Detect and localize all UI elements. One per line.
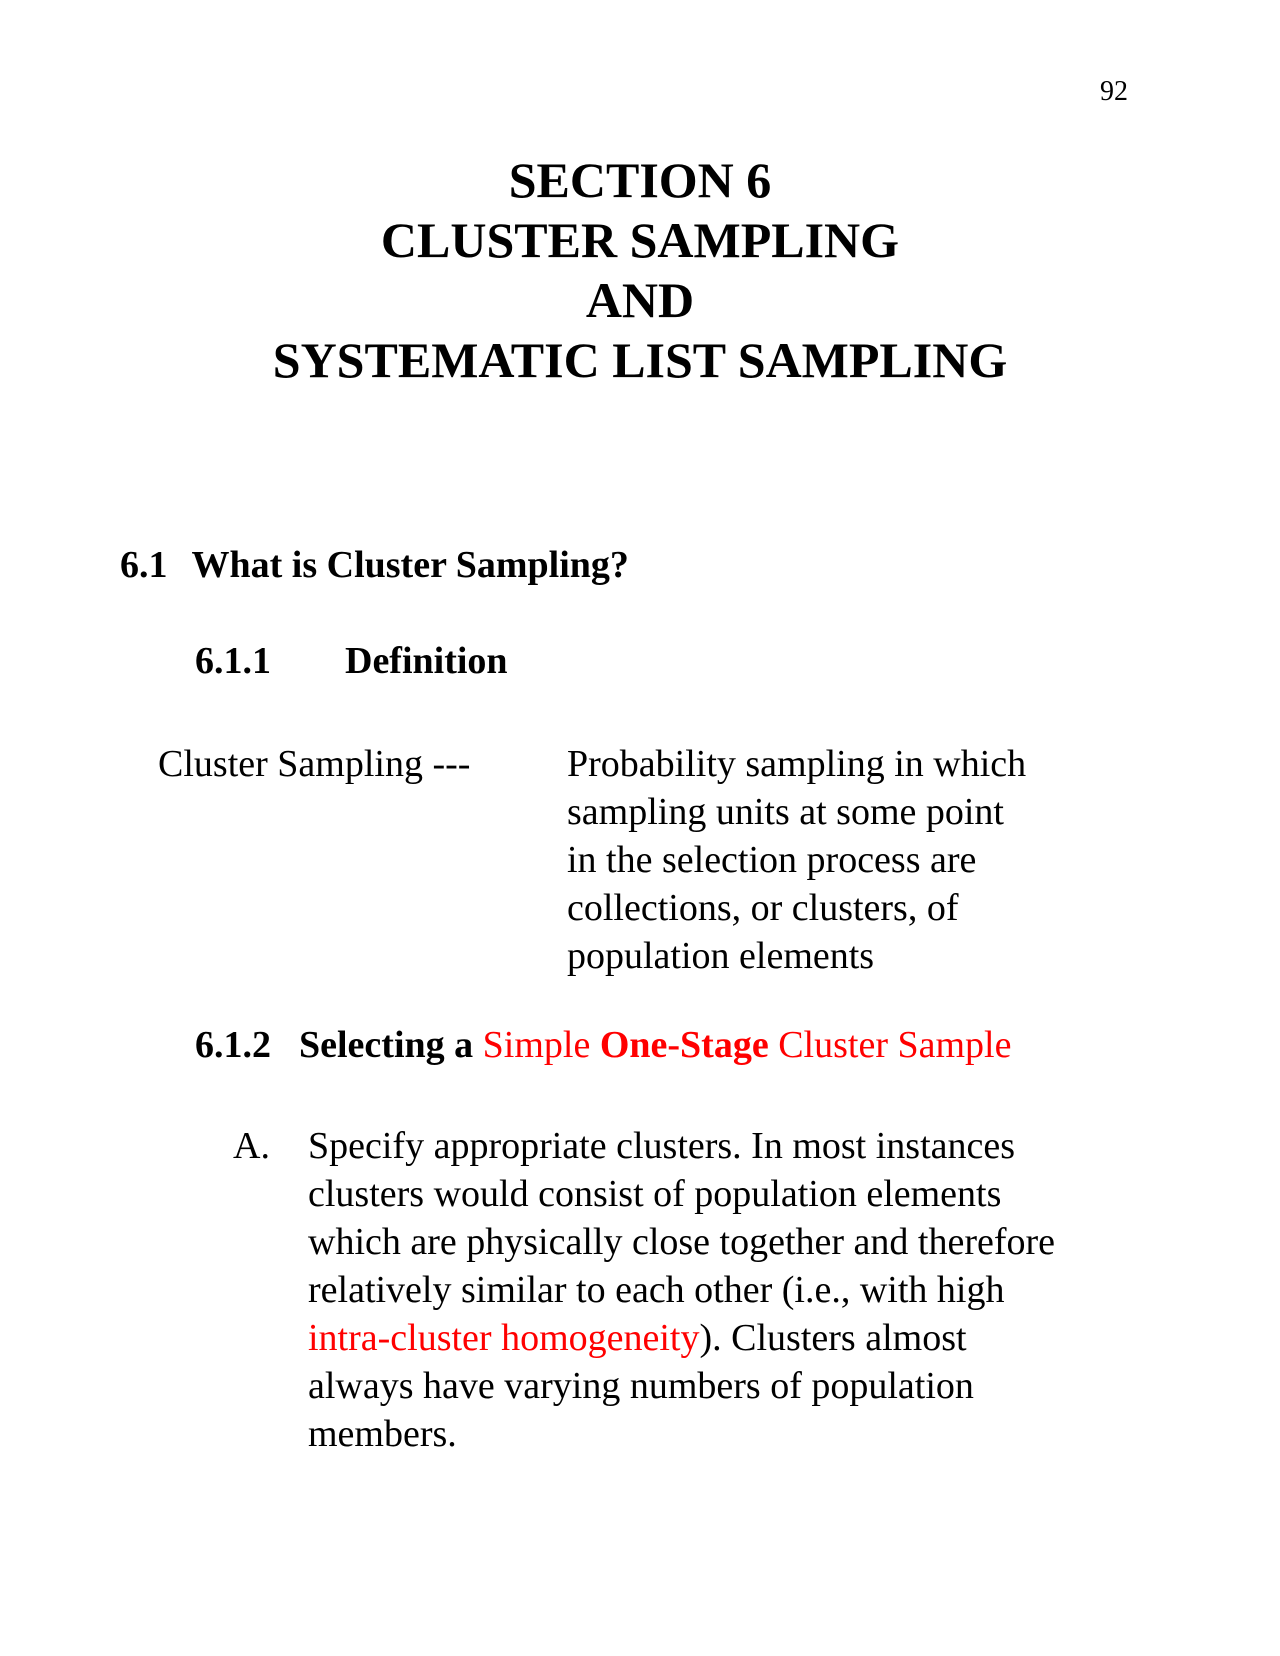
definition-line: collections, or clusters, of: [567, 887, 959, 929]
highlight-intra-cluster-homogeneity: intra-cluster homogeneity: [308, 1317, 700, 1359]
heading-6-1-2-simple: Simple: [482, 1024, 591, 1066]
list-item-line: Specify appropriate clusters. In most instances: [308, 1125, 1016, 1167]
heading-6-1-2: [195, 1026, 1011, 1064]
section-title-line-4: SYSTEMATIC LIST SAMPLING: [272, 332, 1008, 388]
definition-line: in the selection process are: [567, 839, 977, 881]
definition-line: population elements: [567, 935, 875, 977]
heading-6-1-title: What is Cluster Sampling?: [191, 544, 629, 586]
list-item-line: which are physically close together and therefore: [308, 1221, 1056, 1263]
heading-6-1: [120, 546, 629, 584]
heading-6-1-1-number: 6.1.1: [195, 640, 271, 682]
list-item-line: relatively similar to each other (i.e., with high: [308, 1269, 1005, 1311]
section-title-line-2: CLUSTER SAMPLING: [380, 212, 900, 268]
definition-text: [567, 740, 1127, 980]
heading-6-1-1: [195, 642, 508, 680]
heading-6-1-2-number: 6.1.2: [195, 1024, 271, 1066]
heading-6-1-2-cluster-sample: Cluster Sample: [778, 1024, 1012, 1066]
definition-term: Cluster Sampling ---: [158, 743, 471, 785]
definition-line: Probability sampling in which: [567, 743, 1027, 785]
list-item-line: members.: [308, 1413, 457, 1455]
section-title-line-3: AND: [585, 272, 695, 328]
section-title-line-1: SECTION 6: [508, 152, 772, 208]
page-number: 92: [1100, 76, 1128, 107]
list-item-line-rest: ). Clusters almost: [699, 1317, 967, 1359]
heading-6-1-number: 6.1: [120, 544, 168, 586]
list-item-marker: A.: [233, 1125, 270, 1167]
heading-6-1-1-title: Definition: [345, 640, 508, 682]
heading-6-1-2-lead: Selecting a: [299, 1024, 474, 1066]
definition-line: sampling units at some point: [567, 791, 1004, 833]
heading-6-1-2-one-stage: One-Stage: [599, 1024, 769, 1066]
list-item-line: always have varying numbers of population: [308, 1365, 974, 1407]
list-item-line: clusters would consist of population elements: [308, 1173, 1002, 1215]
section-title: [0, 150, 1280, 390]
list-item-line: [308, 1314, 1158, 1362]
list-item-body: [308, 1122, 1158, 1458]
